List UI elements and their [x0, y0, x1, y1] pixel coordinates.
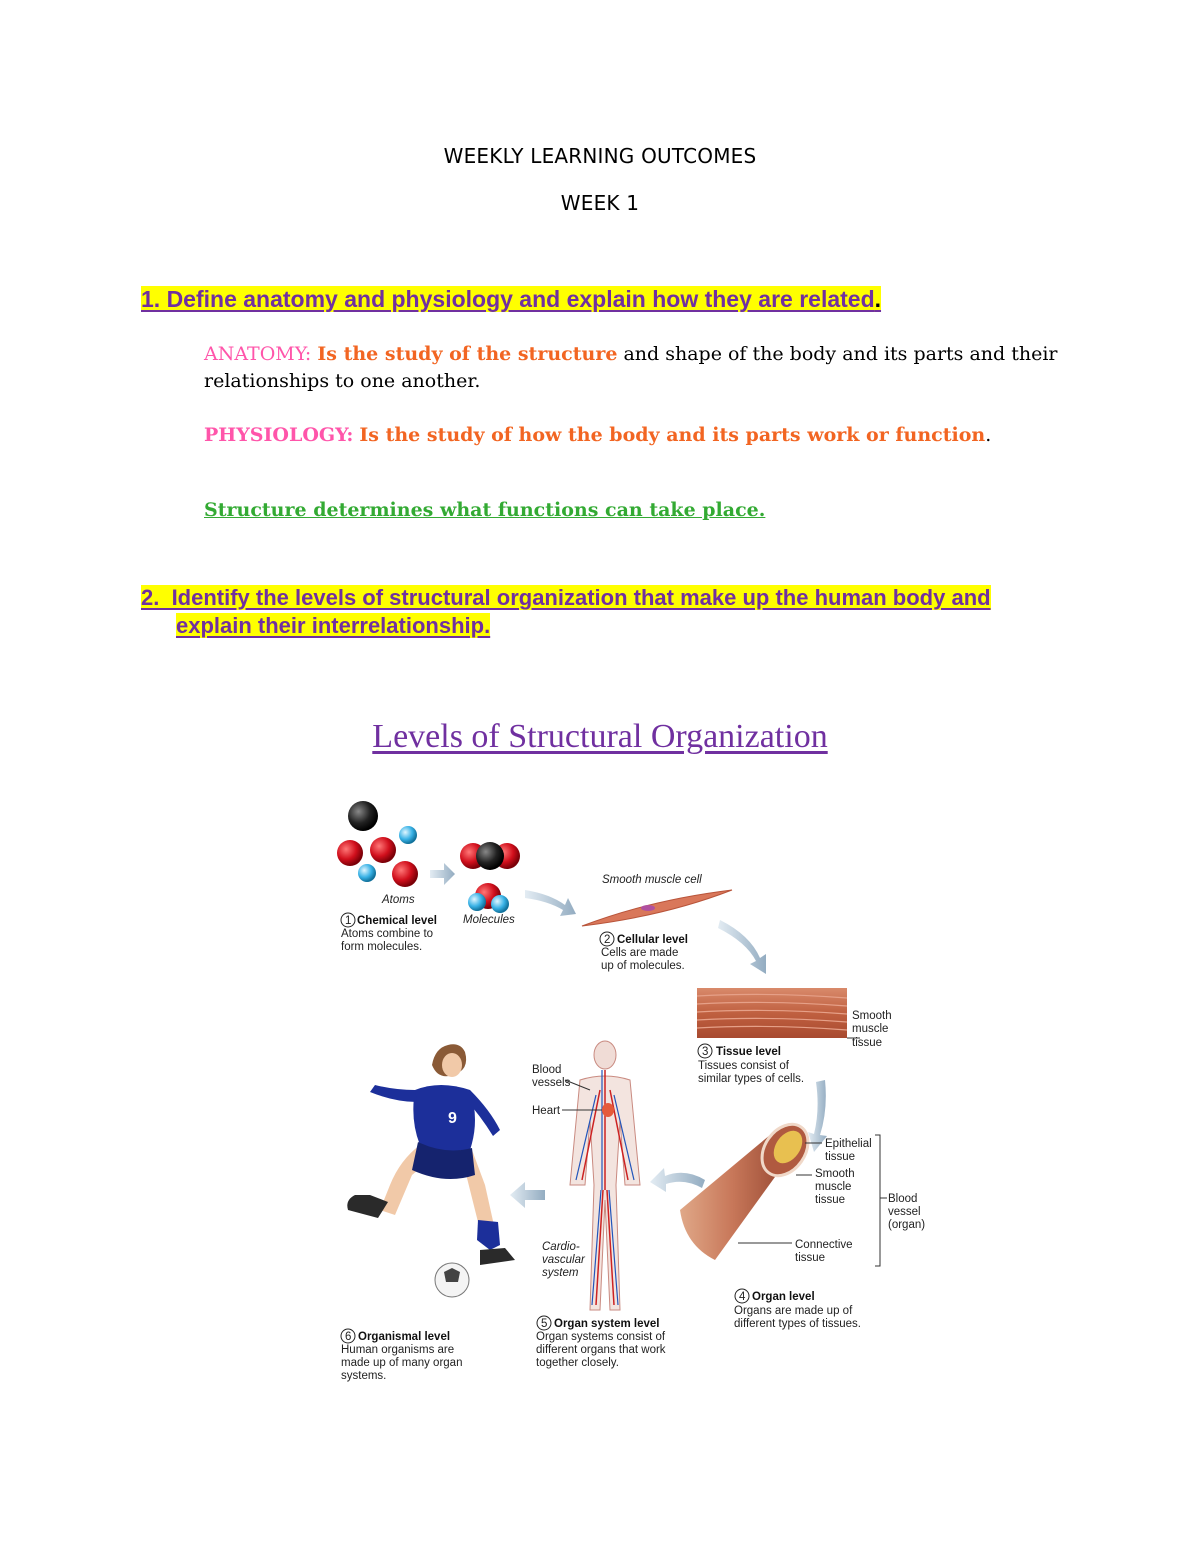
anatomy-rest-1: and shape of the body and its parts and their: [617, 343, 1058, 365]
blood-vessel-l1: Blood: [888, 1193, 918, 1205]
anatomy-term: ANATOMY:: [204, 343, 312, 365]
objective-2: [141, 584, 991, 640]
objective-2-line1: 2. Identify the levels of structural organization that make up the human body and: [141, 585, 991, 610]
epithelial-l2: tissue: [825, 1151, 856, 1163]
organ-bracket: [875, 1135, 887, 1266]
arrow-icon: [718, 920, 766, 974]
tissue-desc1: Tissues consist of: [698, 1060, 789, 1072]
heart-label: Heart: [532, 1105, 561, 1117]
organ-system-desc3: together closely.: [536, 1357, 619, 1369]
anatomy-rest-2: relationships to one another.: [204, 370, 481, 392]
arrow-icon: [510, 1182, 545, 1208]
diagram-title: Levels of Structural Organization: [372, 718, 828, 755]
organismal-desc1: Human organisms are: [341, 1344, 455, 1356]
epithelial-l1: Epithelial: [825, 1138, 872, 1150]
organismal-desc3: systems.: [341, 1370, 387, 1382]
organ-desc1: Organs are made up of: [734, 1305, 853, 1317]
blood-vessel-l2: vessel: [888, 1206, 921, 1218]
molecules-illustration: [460, 842, 520, 913]
arrow-icon: [650, 1168, 705, 1192]
cardio-l1: Cardio-: [542, 1241, 580, 1253]
connective-l2: tissue: [795, 1252, 826, 1264]
objective-1-period: .: [874, 286, 882, 312]
smooth-tissue-l1: Smooth: [852, 1010, 892, 1022]
blood-vessels-l1: Blood: [532, 1064, 562, 1076]
atoms-illustration: [337, 801, 418, 887]
physiology-period: .: [985, 424, 992, 446]
organismal-title: Organismal level: [358, 1331, 451, 1343]
organ-system-desc1: Organ systems consist of: [536, 1331, 666, 1343]
doc-week: WEEK 1: [560, 191, 640, 215]
smooth2-l1: Smooth: [815, 1168, 855, 1180]
tissue-title: Tissue level: [716, 1046, 781, 1058]
organ-system-num: 5: [541, 1318, 548, 1330]
organ-title: Organ level: [752, 1291, 815, 1303]
doc-title: WEEKLY LEARNING OUTCOMES: [443, 144, 757, 168]
smooth-tissue-l3: tissue: [852, 1037, 883, 1049]
smooth-tissue-l2: muscle: [852, 1023, 889, 1035]
objective-1-text: 1. Define anatomy and physiology and explain how they are related: [141, 286, 875, 312]
organ-system-title: Organ system level: [554, 1318, 660, 1330]
chemical-desc2: form molecules.: [341, 941, 423, 953]
anatomy-bold-text: Is the study of the structure: [317, 343, 618, 365]
tissue-num: 3: [702, 1046, 709, 1058]
cardio-l2: vascular: [542, 1254, 585, 1266]
smooth-muscle-tissue-illustration: [697, 988, 847, 1038]
anatomy-definition: [204, 341, 1064, 395]
muscle-cell-illustration: [582, 890, 732, 926]
cardio-l3: system: [542, 1267, 579, 1279]
cellular-desc2: up of molecules.: [601, 960, 685, 972]
organ-num: 4: [739, 1291, 746, 1303]
tissue-desc2: similar types of cells.: [698, 1073, 805, 1085]
jersey-number: 9: [448, 1110, 457, 1127]
organ-desc2: different types of tissues.: [734, 1318, 861, 1330]
cellular-desc1: Cells are made: [601, 947, 679, 959]
cardiovascular-body-illustration: [570, 1041, 640, 1310]
smooth2-l2: muscle: [815, 1181, 852, 1193]
chemical-num: 1: [345, 915, 352, 927]
arrow-icon: [525, 890, 576, 916]
blood-vessel-l3: (organ): [888, 1219, 926, 1231]
physiology-bold-text: Is the study of how the body and its parts work or function: [359, 424, 986, 446]
chemical-title: Chemical level: [357, 915, 437, 927]
structure-note-text: Structure determines what functions can take place.: [204, 499, 766, 521]
physiology-definition: [204, 422, 1064, 449]
blood-vessels-l2: vessels: [532, 1077, 571, 1089]
smooth-muscle-cell-label: Smooth muscle cell: [602, 874, 702, 886]
structure-note: [204, 497, 765, 524]
molecules-label: Molecules: [463, 914, 515, 926]
organ-system-desc2: different organs that work: [536, 1344, 666, 1356]
cellular-num: 2: [604, 934, 611, 946]
connective-l1: Connective: [795, 1239, 853, 1251]
chemical-desc1: Atoms combine to: [341, 928, 434, 940]
arrow-icon: [430, 863, 455, 885]
smooth2-l3: tissue: [815, 1194, 846, 1206]
atoms-label: Atoms: [382, 894, 415, 906]
organismal-num: 6: [345, 1331, 352, 1343]
cellular-title: Cellular level: [617, 934, 688, 946]
physiology-term: PHYSIOLOGY:: [204, 424, 354, 446]
organismal-desc2: made up of many organ: [341, 1357, 463, 1369]
soccer-player-illustration: [347, 1044, 515, 1297]
objective-2-line2: explain their interrelationship.: [176, 613, 491, 638]
levels-diagram: [320, 790, 940, 1400]
objective-1: [141, 286, 881, 313]
cell-nucleus: [641, 905, 655, 911]
